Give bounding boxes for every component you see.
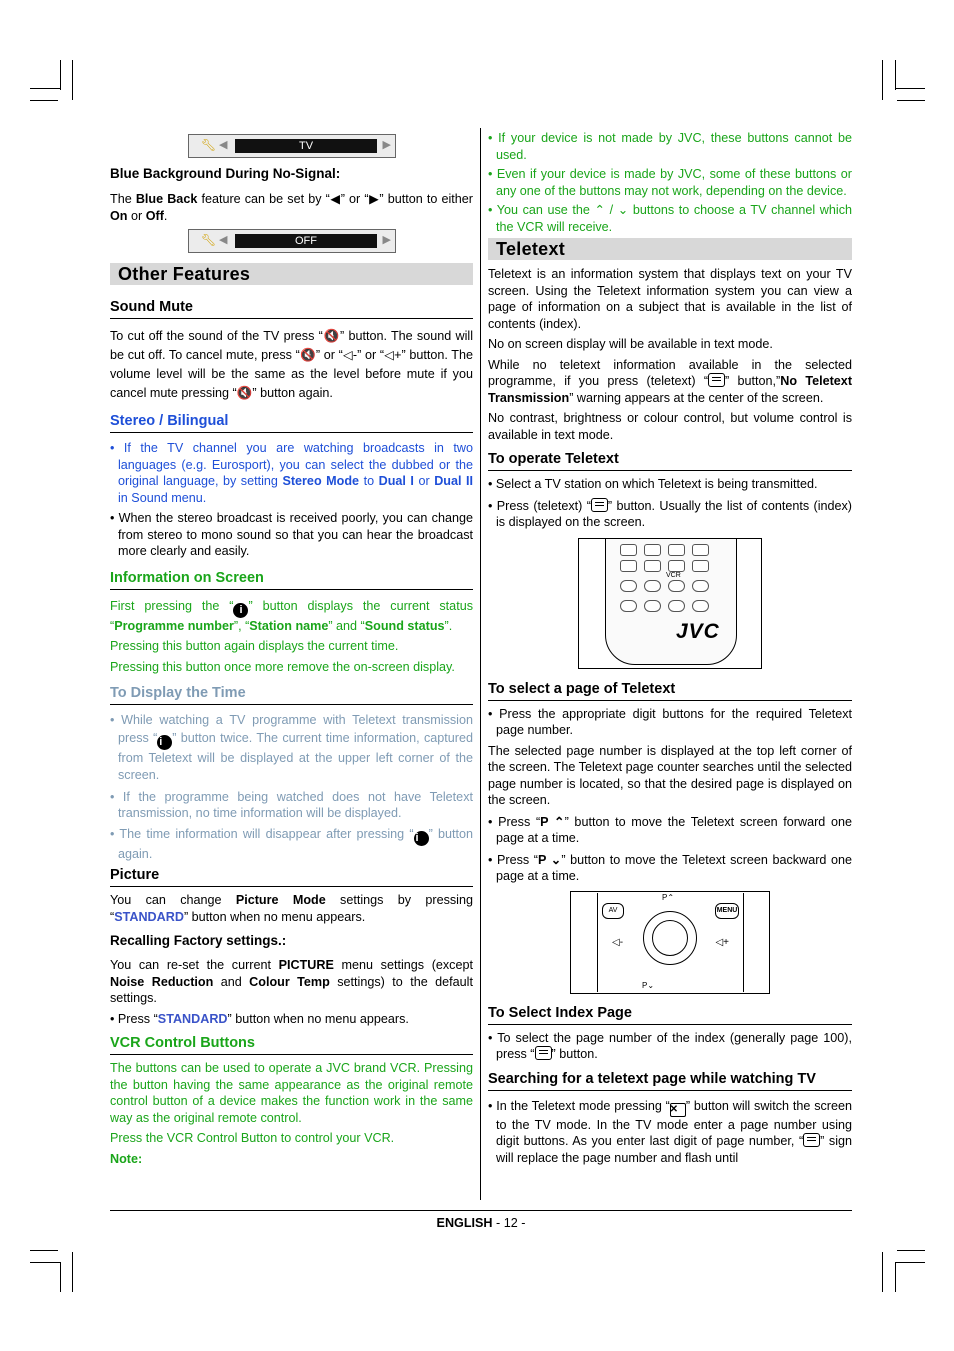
picture-title: Picture xyxy=(110,866,473,887)
tt-text-3: While no teletext information available in the selected programme, if you press (teletext) “ ” button,”No Teletext Transmission” warning appears at the center of the screen. xyxy=(488,357,853,405)
wrench-icon: 🔧︎ xyxy=(201,233,217,247)
column-divider xyxy=(480,128,481,1200)
remote-key xyxy=(692,544,709,556)
tt-text-1: Teletext is an information system that displays text on your TV screen. Using the Teletext information system you can view a page of information on a subject that is available in the list of contents (index). xyxy=(488,267,852,331)
index-icon xyxy=(535,1046,552,1060)
operate-bullet-2: • Press (teletext) “ ” button. Usually the list of contents (index) is displayed on the screen. xyxy=(488,498,852,529)
crop-mark xyxy=(895,88,925,89)
av-button: AV xyxy=(602,903,624,919)
info-icon: i xyxy=(233,603,248,618)
jvc-logo: JVC xyxy=(676,619,720,643)
crop-mark xyxy=(897,100,925,101)
search-title: Searching for a teletext page while watching TV xyxy=(488,1070,852,1091)
p-down-label: P⌄ xyxy=(642,980,655,990)
info-icon: i xyxy=(157,735,172,750)
jvc-bullet-2: • Even if your device is made by JVC, some of these buttons or any one of the buttons may not work, depending on the device. xyxy=(488,167,852,198)
left-arrow-icon: ◀ xyxy=(219,234,228,246)
right-arrow-icon: ▶ xyxy=(382,234,391,246)
remote-key xyxy=(644,560,661,572)
crop-mark xyxy=(30,1250,58,1251)
vcr-note: Note: xyxy=(110,1151,143,1166)
jvc-bullet-3: • You can use the ⌃ / ⌄ buttons to choose a TV channel which the VCR will receive. xyxy=(488,203,852,234)
crop-mark xyxy=(60,1262,61,1292)
select-title: To select a page of Teletext xyxy=(488,680,852,701)
stereo-bullet-2: • When the stereo broadcast is received poorly, you can change from stereo to mono sound so that you can hear the broadcast more clearly and easily. xyxy=(110,511,473,558)
wrench-icon: 🔧︎ xyxy=(201,138,217,152)
remote-key xyxy=(620,560,637,572)
page-footer xyxy=(110,1210,852,1230)
recall-text: You can re-set the current PICTURE menu settings (except Noise Reduction and Colour Temp settings) to the default settings. xyxy=(110,958,473,1005)
vcr-title: VCR Control Buttons xyxy=(110,1034,473,1055)
remote-key xyxy=(644,600,661,612)
crop-mark xyxy=(72,60,73,100)
teletext-icon xyxy=(803,1133,820,1147)
blue-bg-text: The Blue Back feature can be set by “◀” or “▶” button to either On or Off. xyxy=(110,192,473,223)
tt-text-2: No on screen display will be available in text mode. xyxy=(488,337,773,351)
crop-mark xyxy=(30,100,58,101)
remote-key xyxy=(620,580,637,592)
cancel-icon: ✕ xyxy=(670,1103,686,1117)
menu-button: MENU xyxy=(715,903,739,919)
left-arrow-icon: ◀ xyxy=(219,139,228,151)
left-column xyxy=(110,128,473,1167)
remote-vcr-label: VCR xyxy=(666,571,681,579)
osd-value: OFF xyxy=(235,234,377,248)
volume-up-icon: ◁+ xyxy=(715,936,729,948)
osd-off-bar xyxy=(188,229,396,253)
remote-key xyxy=(692,600,709,612)
teletext-icon xyxy=(708,373,725,387)
remote-key xyxy=(668,600,685,612)
index-bullet: • To select the page number of the index (generally page 100), press “ ” button. xyxy=(488,1030,852,1061)
remote-illustration xyxy=(578,538,762,669)
remote-key xyxy=(620,544,637,556)
remote-key xyxy=(644,544,661,556)
remote-key xyxy=(620,600,637,612)
remote-key xyxy=(692,580,709,592)
section-other-features: Other Features xyxy=(110,263,473,285)
crop-mark xyxy=(895,60,896,90)
crop-mark xyxy=(30,88,60,89)
remote-key xyxy=(668,580,685,592)
vcr-text-2: Press the VCR Control Button to control your VCR. xyxy=(110,1131,395,1145)
remote-key xyxy=(668,560,685,572)
select-bullet-2: • Press “P ⌃” button to move the Teletext screen forward one page at a time. xyxy=(488,814,852,845)
crop-mark xyxy=(895,1262,925,1263)
select-text-1: The selected page number is displayed at the top left corner of the screen. The Teletext page counter searches until the selected page number is located, so that the desired page is displayed on the screen. xyxy=(488,743,852,807)
sound-mute-title: Sound Mute xyxy=(110,298,473,319)
vcr-text-1: The buttons can be used to operate a JVC brand VCR. Pressing the button having the same appearance as the original remote control button of a device makes the function work in the same way as the original remote control. xyxy=(110,1061,473,1125)
crop-mark xyxy=(30,1262,60,1263)
info-text-1: First pressing the “ i ” button displays the current status “Programme number”, “Station name” and “Sound status”. xyxy=(110,598,473,633)
stereo-title: Stereo / Bilingual xyxy=(110,412,473,433)
crop-mark xyxy=(60,60,61,90)
page-number: - 12 - xyxy=(492,1216,526,1230)
footer-language: ENGLISH xyxy=(436,1216,493,1230)
remote-body xyxy=(605,538,737,665)
sound-mute-text: To cut off the sound of the TV press “🔇” button. The sound will be cut off. To cancel mute, press “🔇” or “◁-” or “◁+” button. The volume level will be the same as the level before mute if you cancel mute pressing “🔇” button again. xyxy=(110,329,473,400)
time-bullet-2: • If the programme being watched does not have Teletext transmission, no time information will be displayed. xyxy=(110,789,473,820)
p-up-label: P⌃ xyxy=(662,892,675,902)
section-teletext: Teletext xyxy=(488,238,852,260)
right-column xyxy=(488,128,852,1166)
stereo-bullet-1: • If the TV channel you are watching broadcasts in two languages (e.g. Eurosport), you can select the dubbed or the original language, by setting Stereo Mode to Dual I or Dual II in Sound menu. xyxy=(110,441,473,505)
crop-mark xyxy=(897,1250,925,1251)
remote-key xyxy=(692,560,709,572)
recall-bullet: • Press “STANDARD” button when no menu appears. xyxy=(110,1011,409,1026)
right-arrow-icon: ▶ xyxy=(382,139,391,151)
crop-mark xyxy=(882,60,883,100)
volume-down-icon: ◁- xyxy=(612,936,624,948)
info-text-2: Pressing this button again displays the current time. xyxy=(110,639,399,653)
picture-text: You can change Picture Mode settings by pressing “STANDARD” button when no menu appears. xyxy=(110,893,473,924)
info-icon: i xyxy=(414,831,429,846)
operate-title: To operate Teletext xyxy=(488,450,852,471)
nav-center xyxy=(652,920,688,956)
jvc-bullet-1: • If your device is not made by JVC, these buttons cannot be used. xyxy=(488,131,852,162)
remote-key xyxy=(668,544,685,556)
crop-mark xyxy=(895,1262,896,1292)
osd-tv-bar xyxy=(188,134,396,158)
time-title: To Display the Time xyxy=(110,684,473,705)
operate-bullet-1: • Select a TV station on which Teletext is being transmitted. xyxy=(488,477,818,491)
recall-title: Recalling Factory settings.: xyxy=(110,933,287,948)
remote-key xyxy=(644,580,661,592)
search-bullet: • In the Teletext mode pressing “✕ ” button will switch the screen to the TV mode. In the TV mode enter a page number using digit buttons. As you enter last digit of page number, “ ” sign will replace the page number and flash until xyxy=(488,1098,853,1165)
blue-bg-title: Blue Background During No-Signal: xyxy=(110,166,341,181)
info-text-3: Pressing this button once more remove the on-screen display. xyxy=(110,659,455,674)
osd-value: TV xyxy=(235,139,377,153)
time-bullet-3: • The time information will disappear after pressing “ i ” button again. xyxy=(110,826,473,861)
panel-inner xyxy=(597,893,744,992)
crop-mark xyxy=(882,1252,883,1292)
index-title: To Select Index Page xyxy=(488,1004,852,1025)
crop-mark xyxy=(72,1252,73,1292)
select-bullet-1: • Press the appropriate digit buttons for the required Teletext page number. xyxy=(488,706,852,737)
teletext-icon xyxy=(591,498,608,512)
select-bullet-3: • Press “P ⌄” button to move the Teletext screen backward one page at a time. xyxy=(488,852,853,883)
time-bullet-1: • While watching a TV programme with Teletext transmission press “ i ” button twice. The current time information, captured from Teletext will be displayed at the upper left corner of the screen. xyxy=(110,713,473,782)
tt-text-4: No contrast, brightness or colour control, but volume control is available in text mode. xyxy=(488,411,852,442)
info-title: Information on Screen xyxy=(110,569,473,590)
panel-illustration xyxy=(570,891,770,994)
